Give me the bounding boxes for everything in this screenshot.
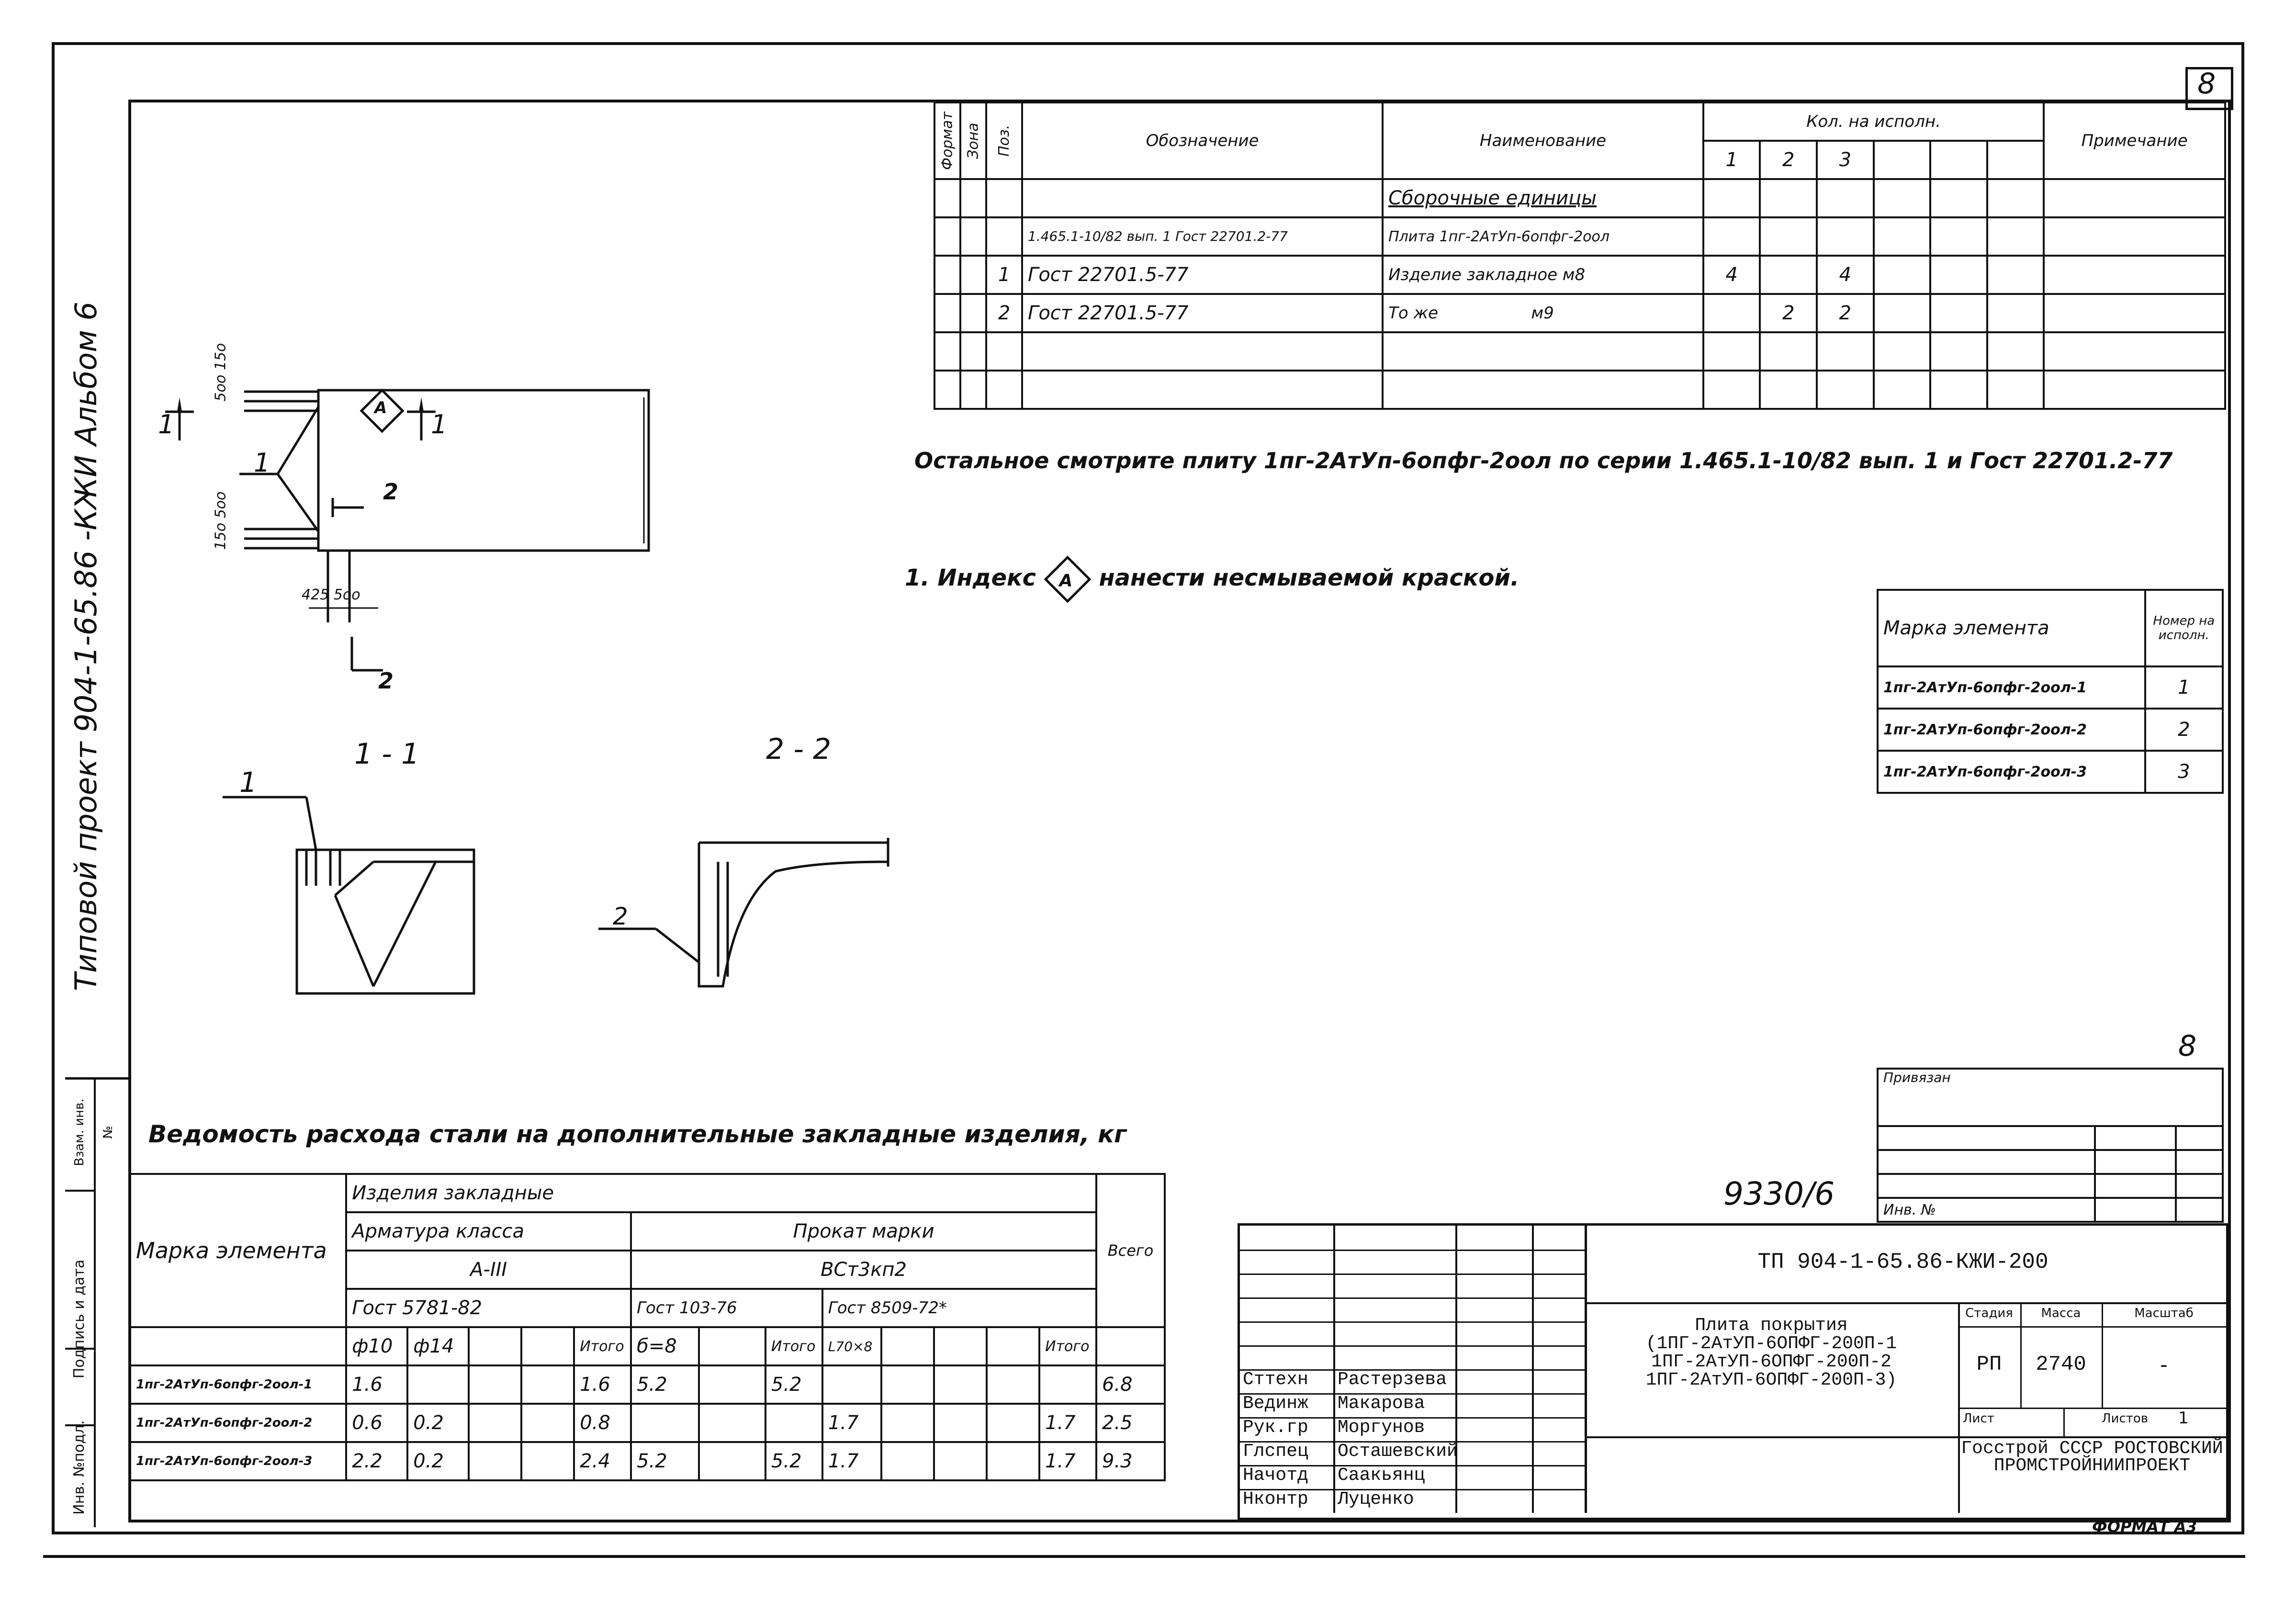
spec-h-pos: Поз. (986, 102, 1022, 179)
spec-h-designation: Обозначение (1022, 102, 1383, 179)
steel-row: 1пг-2АтУп-6опфг-2оол-2 0.6 0.2 0.8 1.7 1.7 2.5 (130, 1404, 1165, 1442)
spec-row: 1 Гост 22701.5-77 Изделие закладное м8 4 4 (934, 256, 2225, 294)
spec-h-q3: 3 (1817, 141, 1874, 179)
steel-h-grade: ВСт3кп2 (631, 1251, 1096, 1289)
steel-h-rebar: Арматура класса (346, 1212, 631, 1251)
side-col-vzam: Взам. инв. № (72, 1098, 115, 1166)
sheet-number: 8 (2197, 67, 2216, 101)
spec-h-qty: Кол. на исполн. (1703, 102, 2044, 141)
mass-value: 2740 (2036, 1353, 2086, 1376)
section-2-title: 2 - 2 (766, 733, 832, 766)
sheets-header: Листов (2102, 1411, 2149, 1426)
format-label: ФОРМАТ А3 (2092, 1518, 2197, 1536)
mark-h-num: Номер на исполн. (2145, 590, 2223, 666)
steel-h-rebar-class: А-III (346, 1251, 631, 1289)
org-name: Госстрой СССР РОСТОВСКИЙ ПРОМСТРОЙНИИПРОЕКТ (1961, 1438, 2223, 1476)
mark-h: Марка элемента (1878, 590, 2145, 666)
mark-row: 1пг-2АтУп-6опфг-2оол-1 1 (1878, 666, 2223, 709)
mark-row: 1пг-2АтУп-6опфг-2оол-2 2 (1878, 709, 2223, 751)
spec-h-q1: 1 (1703, 141, 1760, 179)
stage-header: Стадия (1965, 1306, 2013, 1320)
title-block (1238, 1223, 2228, 1520)
spec-h-note: Примечание (2044, 102, 2225, 179)
signer-role: Начотд (1243, 1465, 1308, 1486)
steel-title: Ведомость расхода стали на дополнительные закладные изделия, кг (148, 1120, 1127, 1148)
cut-1-left: 1 (158, 409, 175, 440)
title-name: Плита покрытия (1ПГ-2АтУП-6ОПФГ-200П-1 1ПГ-2АтУП-6ОПФГ-200П-2 1ПГ-2АтУП-6ОПФГ-200П-3) (1645, 1315, 1897, 1390)
signer-name: Луценко (1338, 1489, 1414, 1510)
side-col-sign: Подпись и дата (71, 1259, 88, 1379)
steel-h-rolled: Прокат марки (631, 1212, 1096, 1251)
section-2-leader: 2 (613, 902, 628, 930)
signer-name: Моргунов (1338, 1417, 1425, 1438)
note-main: Остальное смотрите плиту 1пг-2АтУп-6опфг-2оол по серии 1.465.1-10/82 вып. 1 и Гост 22701.2-77 (914, 448, 2173, 473)
steel-h-gost1: Гост 103-76 (631, 1289, 822, 1327)
note-1: 1. Индекс А нанести несмываемой краской. (905, 563, 1519, 596)
signer-name: Макарова (1338, 1393, 1425, 1414)
steel-h-gost2: Гост 8509-72* (822, 1289, 1096, 1327)
leader-1-label: 1 (254, 448, 270, 478)
steel-table (129, 1173, 1166, 1481)
spec-row: 2 Гост 22701.5-77 То же м9 2 2 (934, 294, 2225, 332)
section-1-leader: 1 (239, 766, 257, 799)
signer-role: Глспец (1243, 1441, 1308, 1462)
spec-h-q2: 2 (1760, 141, 1817, 179)
dims-left-top: 5оо 15о (212, 343, 229, 402)
sheets-value: 1 (2178, 1409, 2189, 1428)
mark-table (1877, 589, 2224, 794)
cut-1-right: 1 (431, 409, 448, 440)
steel-row: 1пг-2АтУп-6опфг-2оол-3 2.2 0.2 2.4 5.2 5.2 1.7 1.7 9.3 (130, 1442, 1165, 1480)
signer-role: Рук.гр (1243, 1417, 1308, 1438)
sheet-number-right: 8 (2178, 1029, 2197, 1063)
cut-2-top: 2 (383, 479, 399, 505)
steel-subheader: ф10 ф14 Итого б=8 Итого L70×8 Итого (130, 1327, 1165, 1365)
side-col-inv: Инв. №подл. (71, 1420, 88, 1515)
section-1-title: 1 - 1 (354, 737, 420, 771)
mass-header: Масса (2041, 1306, 2081, 1320)
archive-number: 9330/6 (1723, 1175, 1835, 1212)
side-columns (65, 1077, 128, 1530)
spec-row: 1.465.1-10/82 вып. 1 Гост 22701.2-77 Плита 1пг-2АтУп-6опфг-2оол (934, 217, 2225, 256)
title-code: ТП 904-1-65.86-КЖИ-200 (1757, 1250, 2048, 1274)
signer-role: Нконтр (1243, 1489, 1308, 1510)
index-mark-label: А (374, 398, 387, 417)
spec-h-zone: Зона (960, 102, 986, 179)
index-diamond-icon: А (1044, 556, 1091, 603)
signer-name: Осташевский (1338, 1441, 1458, 1462)
steel-h-total: Всего (1096, 1174, 1165, 1327)
side-stamp: Типовой проект 904-1-65.86 -КЖИ Альбом 6 (68, 301, 103, 992)
scale-header: Масштаб (2134, 1306, 2194, 1320)
scale-value: - (2160, 1353, 2168, 1377)
privyazan-table (1877, 1068, 2224, 1223)
dims-left-bottom: 15о 5оо (212, 491, 229, 550)
bottom-line (43, 1555, 2245, 1558)
cut-2-bottom: 2 (378, 668, 394, 694)
privyazan-label: Привязан (1878, 1069, 2223, 1126)
steel-h-rebar-gost: Гост 5781-82 (346, 1289, 631, 1327)
steel-row: 1пг-2АтУп-6опфг-2оол-1 1.6 1.6 5.2 5.2 6.8 (130, 1365, 1165, 1404)
signer-role: Сттехн (1243, 1369, 1308, 1390)
signer-name: Саакьянц (1338, 1465, 1425, 1486)
inv-no-label: Инв. № (1878, 1198, 2095, 1222)
signer-name: Растерзева (1338, 1369, 1447, 1390)
spec-table (934, 101, 2226, 410)
dims-bottom: 425 5оо (302, 586, 360, 603)
sheet-header: Лист (1963, 1411, 1994, 1426)
steel-h-mark: Марка элемента (130, 1174, 346, 1327)
spec-row: Сборочные единицы (934, 179, 2225, 217)
stage-value: РП (1976, 1353, 2002, 1376)
steel-h-items: Изделия закладные (346, 1174, 1096, 1212)
mark-row: 1пг-2АтУп-6опфг-2оол-3 3 (1878, 751, 2223, 793)
spec-h-format: Формат (934, 102, 960, 179)
signer-role: Вединж (1243, 1393, 1308, 1414)
spec-h-name: Наименование (1383, 102, 1703, 179)
